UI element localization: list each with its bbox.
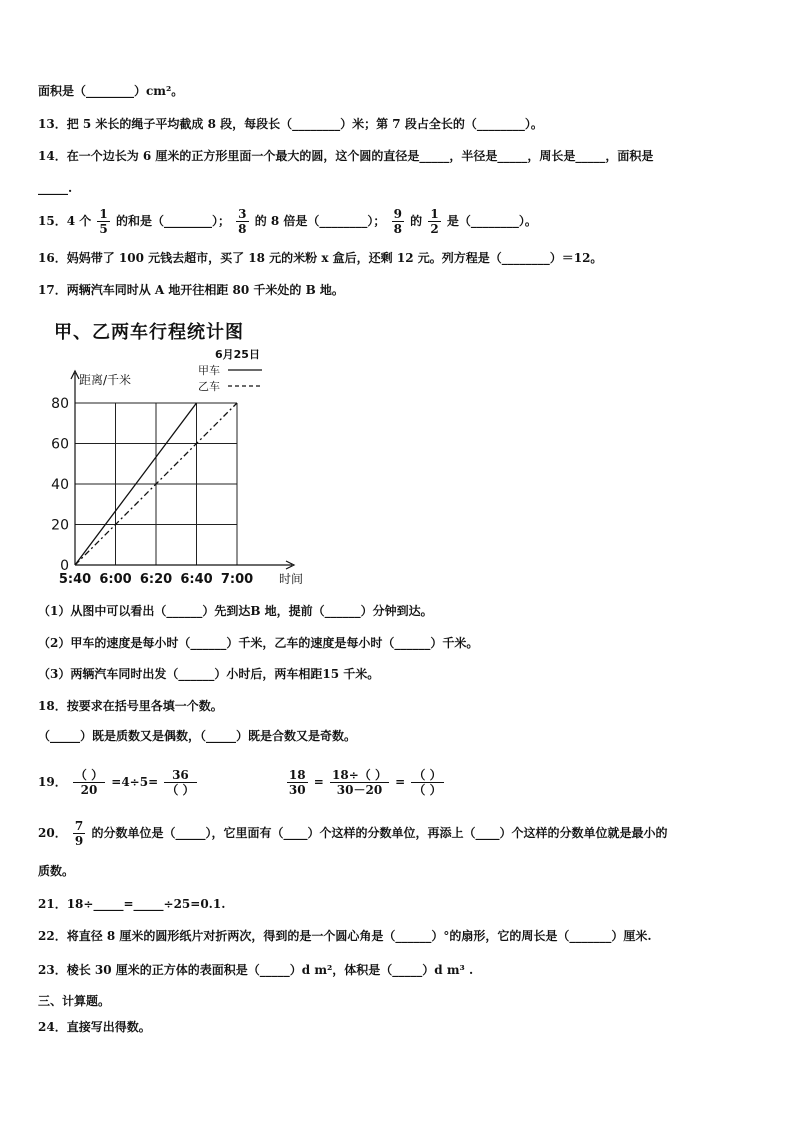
q24: 24．直接写出得数。 bbox=[38, 1020, 151, 1034]
fraction-1-2: $\frac{1}{2}$ bbox=[430, 207, 439, 236]
y-tick-label: 0 bbox=[60, 558, 69, 574]
q14-line2: _____. bbox=[38, 181, 73, 195]
q19-eq2: = bbox=[313, 775, 324, 789]
section-3-title: 三、计算题。 bbox=[38, 994, 111, 1008]
fraction-7-9: $\frac{7}{9}$ bbox=[74, 819, 84, 848]
q14-line1: 14．在一个边长为 6 厘米的正方形里面一个最大的圆，这个圆的直径是_____，半径是_____，周长是_____，面积是 bbox=[38, 149, 654, 163]
q15-part2: 的和是（________）； bbox=[115, 214, 230, 228]
q19-fraction-e: $\frac{( )}{( )}$ bbox=[413, 768, 442, 797]
x-tick-label: 6:20 bbox=[139, 572, 173, 587]
y-tick-label: 20 bbox=[51, 517, 69, 534]
q19-label: 19． bbox=[38, 775, 67, 789]
fraction-1-5: $\frac{1}{5}$ bbox=[99, 207, 108, 236]
q15-part1: 15．4 个 bbox=[38, 214, 92, 228]
fraction-9-8: $\frac{9}{8}$ bbox=[393, 207, 402, 236]
chart-svg bbox=[40, 318, 340, 593]
x-axis-label: 时间 bbox=[279, 572, 304, 586]
travel-chart bbox=[40, 318, 340, 593]
x-tick-label: 6:00 bbox=[99, 572, 132, 587]
q16: 16．妈妈带了 100 元钱去超市，买了 18 元的米粉 x 盒后，还剩 12 元。列方程是（________）＝12。 bbox=[38, 251, 603, 265]
q17-2: （2）甲车的速度是每小时（______）千米，乙车的速度是每小时（______）千米。 bbox=[38, 636, 479, 650]
q17-1: （1）从图中可以看出（______）先到达B 地，提前（______）分钟到达。 bbox=[38, 604, 433, 618]
fraction-3-8: $\frac{3}{8}$ bbox=[238, 207, 247, 236]
x-tick-label: 7:00 bbox=[220, 572, 254, 587]
q15-part5: 是（________）。 bbox=[446, 214, 537, 228]
q19-eq3: = bbox=[395, 775, 406, 789]
q20-text: 的分数单位是（_____），它里面有（____）个这样的分数单位，再添上（____）个这样的分数单位就是最小的 bbox=[91, 826, 668, 840]
q19-fraction-a: $\frac{( )}{20}$ bbox=[74, 768, 104, 797]
q19 bbox=[38, 760, 446, 804]
x-tick-label: 6:40 bbox=[180, 572, 213, 587]
q19-eq1: =4÷5= bbox=[111, 775, 159, 789]
chart-title: 甲、乙两车行程统计图 bbox=[54, 322, 244, 343]
chart-date: 6月25日 bbox=[215, 348, 260, 361]
y-tick-label: 80 bbox=[51, 396, 69, 412]
q22: 22．将直径 8 厘米的圆形纸片对折两次，得到的是一个圆心角是（______）°的扇形，它的周长是（_______）厘米. bbox=[38, 929, 652, 943]
q20 bbox=[38, 816, 667, 850]
q12-tail: 面积是（________）cm²。 bbox=[38, 84, 184, 98]
q13: 13．把 5 米长的绳子平均截成 8 段，每段长（________）米；第 7 段占全长的（________）。 bbox=[38, 117, 543, 131]
q19-fraction-b: $\frac{36}{( )}$ bbox=[166, 768, 195, 797]
q19-fraction-c: $\frac{18}{30}$ bbox=[288, 768, 306, 797]
q15-part3: 的 8 倍是（________）； bbox=[254, 214, 386, 228]
y-tick-label: 40 bbox=[51, 477, 69, 493]
legend-label: 乙车 bbox=[198, 380, 220, 393]
q20-label: 20． bbox=[38, 826, 67, 840]
q17-3: （3）两辆汽车同时出发（______）小时后，两车相距15 千米。 bbox=[38, 667, 380, 681]
legend-label: 甲车 bbox=[198, 364, 220, 377]
y-axis-label: 距离/千米 bbox=[79, 373, 132, 387]
y-tick-label: 60 bbox=[51, 436, 69, 453]
x-tick-label: 5:40 bbox=[58, 572, 92, 587]
q15 bbox=[38, 206, 537, 236]
q15-part4: 的 bbox=[410, 214, 423, 228]
q20-line2: 质数。 bbox=[38, 864, 75, 878]
q17: 17．两辆汽车同时从 A 地开往相距 80 千米处的 B 地。 bbox=[38, 283, 344, 297]
q18: 18．按要求在括号里各填一个数。 bbox=[38, 699, 223, 713]
q23: 23．棱长 30 厘米的正方体的表面积是（_____）d m²，体积是（_____）d m³ . bbox=[38, 963, 474, 977]
q19-fraction-d: $\frac{18\div( )}{30-20}$ bbox=[332, 768, 387, 797]
q18-blanks: （_____）既是质数又是偶数，（_____）既是合数又是奇数。 bbox=[38, 729, 357, 743]
q21: 21．18÷_____=_____÷25=0.1. bbox=[38, 897, 226, 911]
